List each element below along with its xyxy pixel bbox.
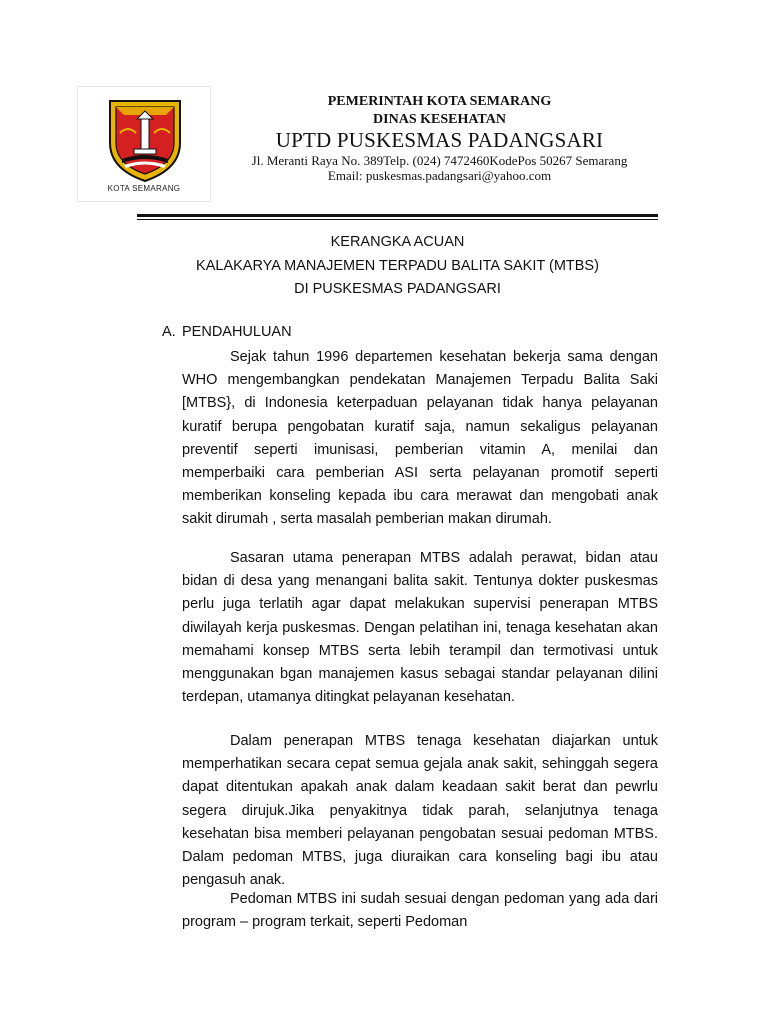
letterhead-divider-thin bbox=[137, 219, 658, 220]
logo-caption: KOTA SEMARANG bbox=[107, 184, 181, 193]
institution-email: Email: puskesmas.padangsari@yahoo.com bbox=[327, 168, 552, 183]
paragraph-1: Sejak tahun 1996 departemen kesehatan bekerja sama dengan WHO mengembangkan pendekatan Manajemen Terpadu Balita Saki [MTBS}, di Indonesia keterpaduan pelayanan tidak hanya pelayanan kuratif berupa pengobatan kuratif saja, namun sekaligus pelayanan preventif seperti imunisasi, pemberian vitamin A, menilai dan memperbaiki cara pemberian ASI serta pelayanan promotif seperti memberikan konseling kepada ibu cara merawat dan mengobati anak sakit dirumah , serta masalah pemberian makan dirumah. bbox=[182, 349, 658, 528]
department-name: DINAS KESEHATAN bbox=[373, 112, 506, 127]
institution-name: UPTD PUSKESMAS PADANGSARI bbox=[275, 128, 604, 152]
letterhead-divider-thick bbox=[137, 214, 658, 217]
document-location: DI PUSKESMAS PADANGSARI bbox=[294, 281, 501, 297]
paragraph-2: Sasaran utama penerapan MTBS adalah perawat, bidan atau bidan di desa yang menangani balita sakit. Tentunya dokter puskesmas perlu juga terlatih agar dapat melakukan supervisi penerapan MTBS diwilayah kerja puskesmas. Dengan pelatihan ini, tenaga kesehatan akan memahami konsep MTBS serta lebih terampil dan termotivasi untuk menggunakan bgan manajemen kasus sebagai standar pelayanan dilini terdepan, utamanya ditingkat pelayanan kesehatan. bbox=[182, 550, 658, 706]
institution-address: Jl. Meranti Raya No. 389Telp. (024) 7472460KodePos 50267 Semarang bbox=[251, 153, 628, 168]
paragraph-4: Pedoman MTBS ini sudah sesuai dengan pedoman yang ada dari program – program terkait, seperti Pedoman bbox=[182, 891, 658, 931]
document-subtitle: KALAKARYA MANAJEMEN TERPADU BALITA SAKIT (MTBS) bbox=[196, 258, 599, 274]
section-number: A. bbox=[162, 324, 176, 340]
paragraph-3: Dalam penerapan MTBS tenaga kesehatan diajarkan untuk memperhatikan secara cepat semua gejala anak sakit, sehinggah segera dapat ditentukan apakah anak dalam keadaan sakit berat dan pewrlu segera dirujuk.Jika penyakitnya tidak parah, selanjutnya tenaga kesehatan bisa memberi pelayanan pengobatan sesuai pedoman MTBS. Dalam pedoman MTBS, juga diuraikan cara konseling bagi ibu atau pengasuh anak. bbox=[182, 733, 658, 889]
document-title: KERANGKA ACUAN bbox=[330, 234, 465, 250]
section-title: PENDAHULUAN bbox=[182, 324, 292, 340]
semarang-coat-of-arms-icon bbox=[106, 97, 184, 183]
government-name: PEMERINTAH KOTA SEMARANG bbox=[327, 94, 552, 109]
city-logo bbox=[77, 86, 211, 202]
